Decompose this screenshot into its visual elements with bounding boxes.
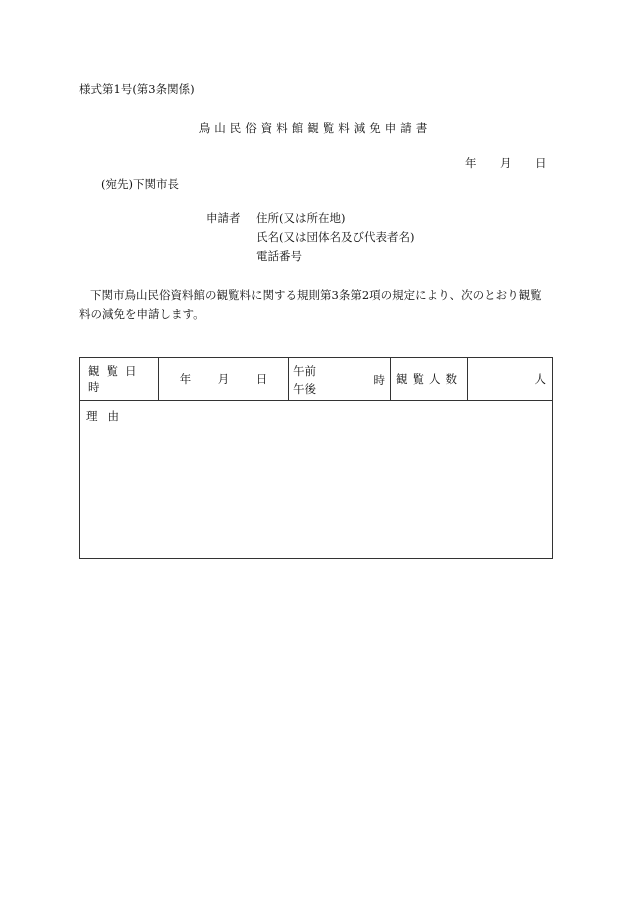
application-date — [465, 155, 547, 171]
addressee: (宛先)下関市長 — [101, 177, 179, 191]
visit-day-label: 日 — [255, 372, 268, 386]
date-month-label: 月 — [500, 156, 512, 170]
applicant-phone-label: 電話番号 — [256, 249, 302, 263]
visitor-count-label: 観覧人数 — [391, 358, 468, 401]
applicant-block — [206, 210, 415, 263]
application-table — [79, 357, 553, 559]
date-day-label: 日 — [535, 156, 547, 170]
pm-label: 午後 — [293, 382, 316, 396]
application-statement: 下関市鳥山民俗資料館の観覧料に関する規則第3条第2項の規定により、次のとおり観覧料の減免を申請します。 — [79, 288, 542, 321]
visitor-count-field[interactable] — [468, 358, 553, 401]
applicant-label: 申請者 — [206, 211, 241, 225]
applicant-address-label: 住所(又は所在地) — [256, 211, 346, 225]
visit-date-field[interactable] — [159, 358, 289, 401]
form-number: 様式第1号(第3条関係) — [79, 82, 195, 96]
reason-field[interactable] — [80, 401, 553, 559]
reason-label: 理由 — [86, 409, 129, 423]
person-unit: 人 — [534, 372, 546, 386]
visit-year-label: 年 — [179, 372, 192, 386]
visit-datetime-label: 観覧日時 — [80, 358, 159, 401]
visit-month-label: 月 — [217, 372, 230, 386]
date-year-label: 年 — [465, 156, 477, 170]
visit-time-field[interactable] — [289, 358, 391, 401]
hour-label: 時 — [373, 373, 385, 387]
document-title: 鳥山民俗資料館観覧料減免申請書 — [198, 121, 432, 135]
am-label: 午前 — [293, 364, 316, 378]
applicant-name-label: 氏名(又は団体名及び代表者名) — [256, 230, 415, 244]
